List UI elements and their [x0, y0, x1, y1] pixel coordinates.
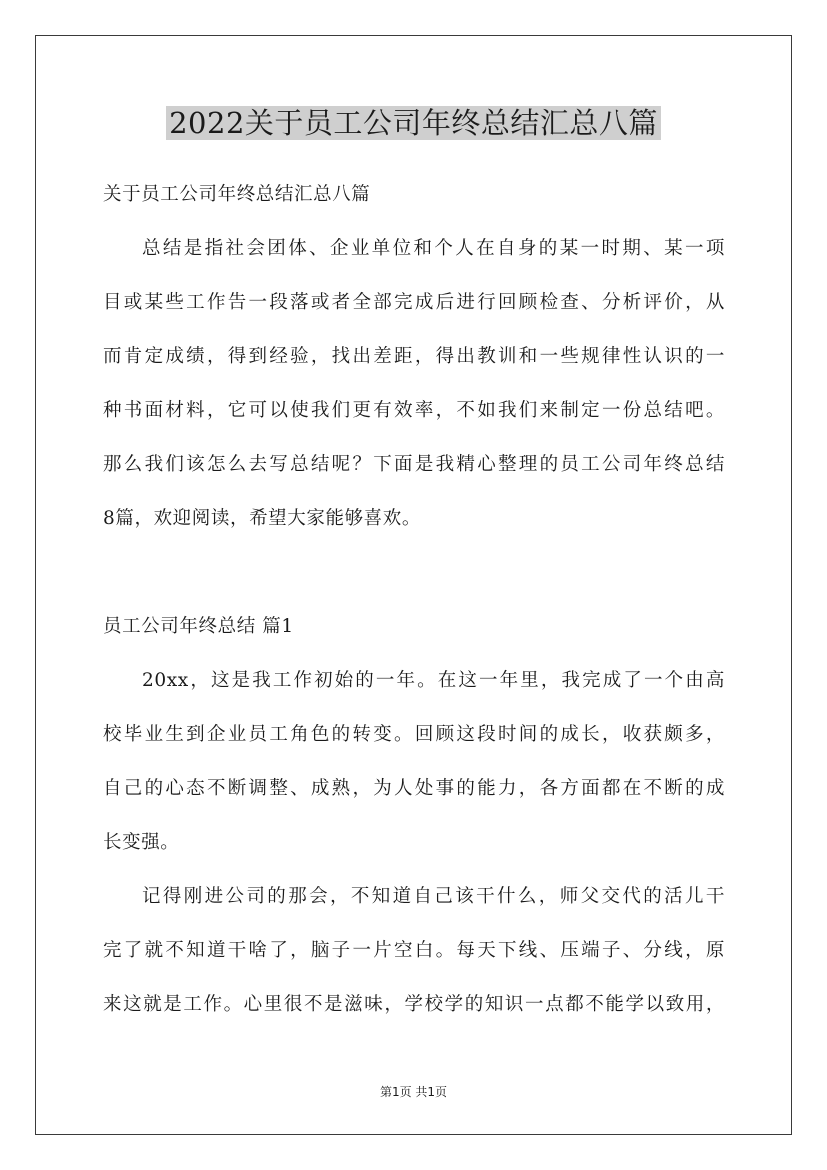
paragraph-line: 20xx，这是我工作初始的一年。在这一年里，我完成了一个由高	[142, 670, 725, 691]
intro-line: 那么我们该怎么去写总结呢？下面是我精心整理的员工公司年终总结	[103, 454, 725, 475]
intro-line: 而肯定成绩，得到经验，找出差距，得出教训和一些规律性认识的一	[103, 346, 725, 367]
page-number-footer: 第1页 共1页	[379, 1085, 448, 1099]
document-title-text: 2022关于员工公司年终总结汇总八篇	[166, 106, 661, 140]
paragraph-line: 校毕业生到企业员工角色的转变。回顾这段时间的成长，收获颇多，	[103, 724, 725, 745]
intro-line: 种书面材料，它可以使我们更有效率，不如我们来制定一份总结吧。	[103, 400, 725, 421]
section-heading: 员工公司年终总结 篇1	[103, 616, 294, 637]
intro-line: 目或某些工作告一段落或者全部完成后进行回顾检查、分析评价，从	[103, 292, 725, 313]
paragraph-line: 完了就不知道干啥了，脑子一片空白。每天下线、压端子、分线，原	[103, 940, 725, 961]
paragraph-line: 记得刚进公司的那会，不知道自己该干什么，师父交代的活儿干	[142, 886, 725, 907]
document-subtitle: 关于员工公司年终总结汇总八篇	[103, 184, 371, 205]
paragraph-line: 来这就是工作。心里很不是滋味，学校学的知识一点都不能学以致用，	[103, 994, 725, 1015]
intro-line: 8篇，欢迎阅读，希望大家能够喜欢。	[103, 508, 421, 529]
paragraph-line: 自己的心态不断调整、成熟，为人处事的能力，各方面都在不断的成	[103, 778, 725, 799]
paragraph-line: 长变强。	[103, 832, 180, 853]
intro-line: 总结是指社会团体、企业单位和个人在自身的某一时期、某一项	[142, 238, 725, 259]
document-title	[0, 100, 827, 146]
